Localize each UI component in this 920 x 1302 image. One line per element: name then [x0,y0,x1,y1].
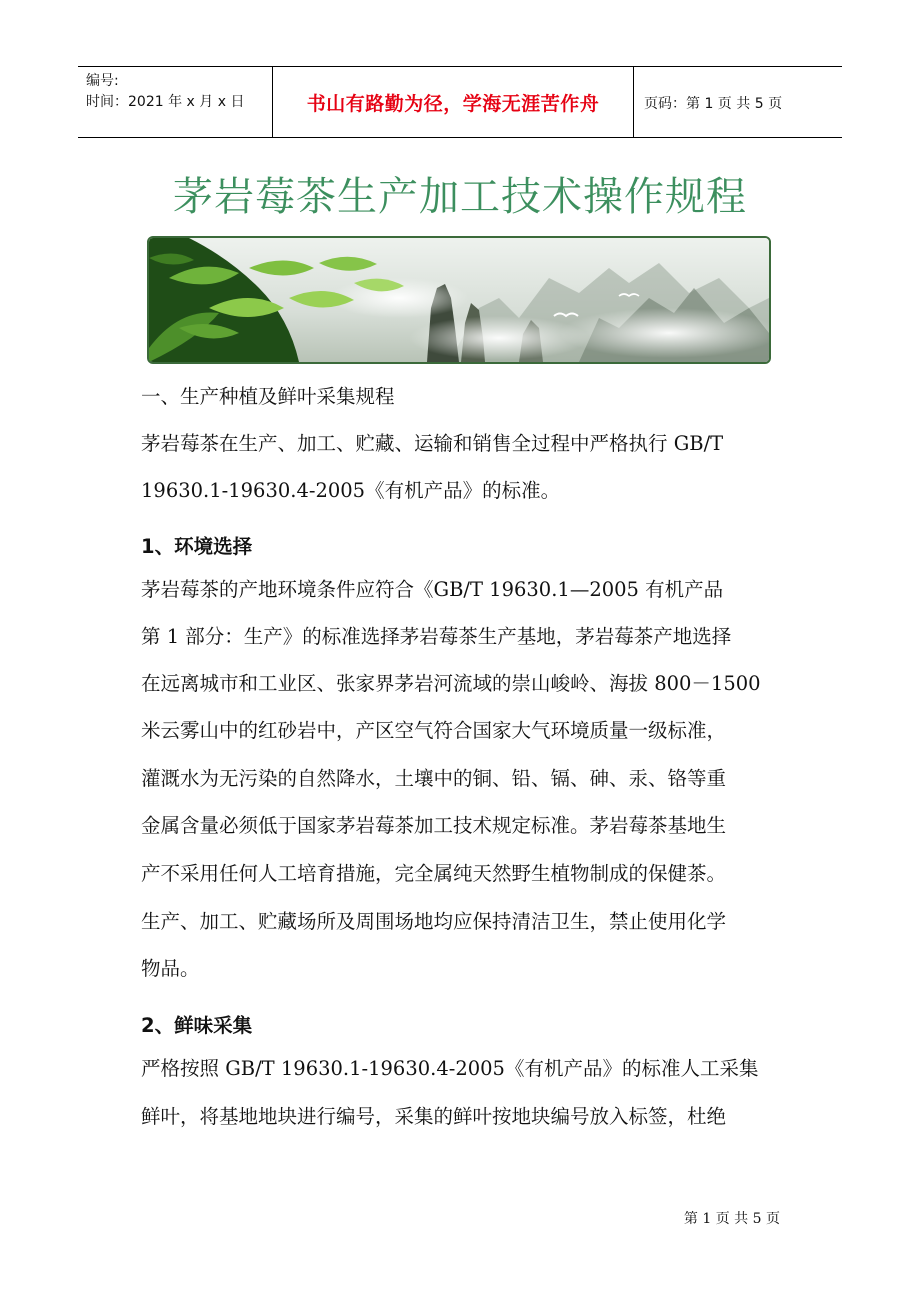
paragraph-line: 在远离城市和工业区、张家界茅岩河流域的崇山峻岭、海拔 800－1500 [141,672,761,695]
paragraph-line: 物品。 [141,957,200,980]
header-page-number: 页码：第 1 页 共 5 页 [644,96,783,112]
document-header [78,66,842,138]
header-meta-cell [78,67,273,137]
paragraph-line: 19630.1-19630.4-2005《有机产品》的标准。 [141,479,561,502]
paragraph-line: 生产、加工、贮藏场所及周围场地均应保持清洁卫生，禁止使用化学 [141,910,727,933]
section-heading-production: 一、生产种植及鲜叶采集规程 [141,385,395,408]
banner-image [147,236,771,364]
paragraph-line: 米云雾山中的红砂岩中，产区空气符合国家大气环境质量一级标准， [141,719,727,742]
paragraph-line: 金属含量必须低于国家茅岩莓茶加工技术规定标准。茅岩莓茶基地生 [141,814,727,837]
banner-landscape-illustration [149,238,769,362]
paragraph-line: 产不采用任何人工培育措施，完全属纯天然野生植物制成的保健茶。 [141,862,727,885]
page-footer: 第 1 页 共 5 页 [683,1211,780,1227]
subheading-picking: 2、鲜味采集 [141,1014,253,1037]
paragraph-line: 茅岩莓茶在生产、加工、贮藏、运输和销售全过程中严格执行 GB/T [141,432,724,455]
paragraph-line: 鲜叶，将基地地块进行编号，采集的鲜叶按地块编号放入标签，杜绝 [141,1105,727,1128]
document-time-label: 时间：2021 年 x 月 x 日 [86,94,245,110]
paragraph-line: 严格按照 GB/T 19630.1-19630.4-2005《有机产品》的标准人工采集 [141,1057,759,1080]
document-title: 茅岩莓茶生产加工技术操作规程 [173,174,747,220]
document-code-label: 编号: [86,73,119,89]
paragraph-line: 灌溉水为无污染的自然降水，土壤中的铜、铅、镉、砷、汞、铬等重 [141,767,727,790]
header-motto-cell [273,67,634,137]
paragraph-line: 茅岩莓茶的产地环境条件应符合《GB/T 19630.1—2005 有机产品 [141,578,724,601]
subheading-environment: 1、环境选择 [141,535,253,558]
paragraph-line: 第 1 部分：生产》的标准选择茅岩莓茶生产基地，茅岩莓茶产地选择 [141,625,732,648]
header-page-cell [634,67,842,137]
header-motto: 书山有路勤为径，学海无涯苦作舟 [306,93,600,115]
